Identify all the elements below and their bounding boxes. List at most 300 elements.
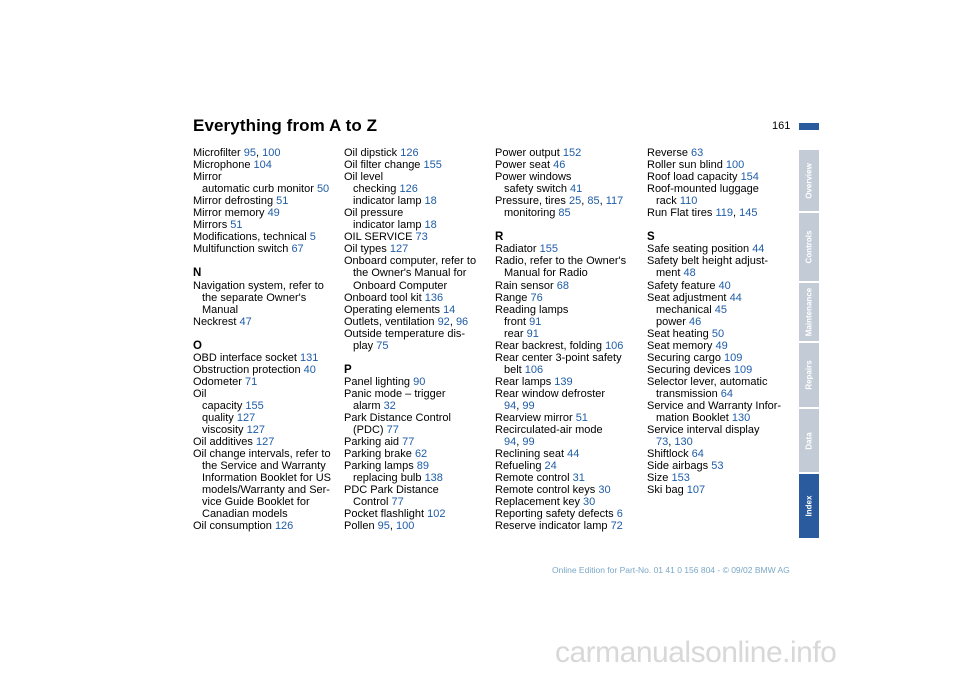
page-link[interactable]: 126 [274, 520, 294, 533]
index-entry [495, 448, 640, 460]
entry-text: Panic mode – trigger [344, 387, 446, 400]
entry-text: Operating elements [344, 303, 444, 316]
page-number-bar [799, 123, 819, 130]
index-entry [495, 183, 640, 195]
page-link[interactable]: 130 [674, 436, 693, 449]
page-link[interactable]: 51 [575, 412, 588, 425]
page-link[interactable]: 14 [443, 303, 456, 316]
index-entry [344, 460, 489, 472]
index-entry [647, 316, 792, 328]
index-entry [344, 508, 489, 520]
page-link[interactable]: 145 [739, 207, 758, 220]
index-entry [344, 472, 489, 484]
entry-text: P [344, 363, 352, 376]
page-link[interactable]: 68 [556, 279, 570, 292]
entry-text: Information Booklet for US [202, 472, 332, 485]
page-link[interactable]: 127 [255, 436, 275, 449]
index-entry [344, 159, 489, 171]
entry-text: O [193, 339, 202, 352]
index-entry [647, 183, 792, 195]
entry-text: Safe seating position [647, 243, 753, 256]
index-entry [495, 207, 640, 219]
page-link[interactable]: 85 [587, 195, 600, 208]
index-entry [344, 195, 489, 207]
entry-text: OIL SERVICE [344, 231, 416, 244]
page-link[interactable]: 30 [598, 484, 611, 497]
index-entry [193, 448, 338, 460]
entry-text: Rear lamps [495, 375, 555, 388]
entry-text: checking [353, 183, 400, 196]
index-entry [647, 292, 792, 304]
page-link[interactable]: 75 [376, 339, 389, 352]
page-link[interactable]: 138 [424, 472, 443, 485]
index-entry [344, 448, 489, 460]
page-link[interactable]: 77 [391, 496, 404, 509]
entry-text: Size [647, 472, 672, 485]
page-link[interactable]: 92 [437, 315, 450, 328]
index-entry [193, 159, 338, 171]
index-entry [495, 243, 640, 255]
entry-text: alarm [353, 399, 384, 412]
index-entry [647, 388, 792, 400]
entry-text: Remote control keys [495, 484, 599, 497]
entry-text: Rain sensor [495, 279, 557, 292]
page-link[interactable]: 77 [402, 436, 415, 449]
entry-text: Manual for Radio [504, 267, 588, 280]
page-link[interactable]: 117 [605, 195, 624, 208]
entry-text: Park Distance Control [344, 412, 451, 425]
page-link[interactable]: 47 [239, 315, 252, 328]
entry-text: play [353, 339, 377, 352]
page-link[interactable]: 48 [683, 267, 696, 280]
page-link[interactable]: 104 [253, 159, 272, 172]
page-link[interactable]: 131 [300, 351, 319, 364]
index-entry [495, 304, 640, 316]
entry-text: indicator lamp [353, 219, 425, 232]
index-entry [647, 304, 792, 316]
index-entry: Run Flat tires 119, 145 [647, 207, 758, 220]
page-link[interactable]: 99 [522, 399, 535, 412]
entry-text: Rearview mirror [495, 412, 576, 425]
index-entry [344, 171, 489, 183]
index-entry: Pressure, tires 25, 85, 117 [495, 195, 624, 208]
entry-text: Rear backrest, folding [495, 339, 606, 352]
page-link[interactable]: 127 [246, 424, 265, 437]
index-entry [647, 472, 792, 484]
entry-gap [344, 352, 489, 364]
entry-text: rack [656, 195, 680, 208]
page-link[interactable]: 94 [504, 399, 517, 412]
index-entry [344, 496, 489, 508]
entry-text: Radiator [495, 243, 540, 256]
index-entry [495, 508, 640, 520]
entry-text: Refueling [495, 460, 545, 473]
entry-text: N [193, 267, 202, 280]
page-link[interactable]: 45 [714, 303, 727, 316]
page-link[interactable]: 90 [413, 375, 426, 388]
page-number: 161 [772, 120, 791, 132]
page-link[interactable]: 6 [616, 508, 623, 521]
entry-text: Radio, refer to the Owner's [495, 255, 627, 268]
entry-text: Safety feature [647, 279, 719, 292]
entry-text: capacity [202, 399, 246, 412]
page-link[interactable]: 44 [729, 291, 742, 304]
index-entry [495, 376, 640, 388]
index-entry [344, 292, 489, 304]
index-entry [193, 292, 338, 304]
entry-text: Pollen [344, 520, 378, 533]
page-link[interactable]: 102 [427, 508, 446, 521]
page-link[interactable]: 50 [316, 183, 330, 196]
index-entry [344, 328, 489, 340]
index-entry [495, 472, 640, 484]
index-entry [647, 352, 792, 364]
entry-text: Service interval display [647, 424, 760, 437]
index-entry [495, 352, 640, 364]
entry-text: Reclining seat [495, 448, 568, 461]
page-link[interactable]: 71 [244, 375, 258, 388]
page-link[interactable]: 67 [291, 243, 304, 256]
index-entry [495, 267, 640, 279]
page-link[interactable]: 96 [455, 315, 469, 328]
page-title: Everything from A to Z [193, 116, 378, 135]
index-entry [344, 219, 489, 231]
entry-text: power [656, 315, 690, 328]
entry-text: Outside temperature dis- [344, 327, 466, 340]
entry-text: Remote control [495, 472, 573, 485]
index-entry [193, 207, 338, 219]
entry-text: Oil change intervals, refer to [193, 448, 331, 461]
page-link[interactable]: 51 [230, 219, 243, 232]
entry-text: Side airbags [647, 460, 712, 473]
entry-text: Oil pressure [344, 207, 404, 220]
page-link[interactable]: 24 [544, 460, 557, 473]
index-entry: Outlets, ventilation 92, 96 [344, 315, 469, 328]
entry-text: Seat adjustment [647, 291, 730, 304]
entry-text: Power windows [495, 171, 572, 184]
index-entry [193, 364, 338, 376]
index-entry [193, 400, 338, 412]
page-link[interactable]: 64 [691, 448, 704, 461]
entry-text: Reverse [647, 147, 692, 159]
entry-text: Run Flat tires [647, 207, 716, 220]
page-link[interactable]: 126 [399, 183, 418, 196]
page-link[interactable]: 30 [583, 496, 596, 509]
index-entry: 94, 99 [504, 399, 535, 412]
page-link[interactable]: 126 [400, 147, 419, 159]
index-entry [495, 484, 640, 496]
index-entry [193, 388, 338, 400]
tab-label: Data [804, 431, 814, 450]
entry-text: S [647, 231, 655, 244]
index-entry [495, 171, 640, 183]
index-entry [647, 448, 792, 460]
entry-text: Recirculated-air mode [495, 424, 603, 437]
page-link[interactable]: 73 [656, 436, 669, 449]
page-link[interactable]: 53 [711, 460, 724, 473]
entry-text: Odometer [193, 375, 245, 388]
page-link[interactable]: 40 [718, 279, 731, 292]
index-entry [193, 219, 338, 231]
entry-text: Outlets, ventilation [344, 315, 438, 328]
index-entry [647, 376, 792, 388]
entry-text: Mirror memory [193, 207, 268, 220]
index-entry [495, 147, 640, 159]
page-link[interactable]: 49 [267, 207, 280, 220]
footer-note: Online Edition for Part-No. 01 41 0 156 804 - © 09/02 BMW AG [552, 565, 790, 575]
entry-text: Ski bag [647, 484, 687, 497]
page-link[interactable]: 91 [529, 315, 542, 328]
index-entry [495, 159, 640, 171]
page-link[interactable]: 155 [245, 399, 264, 412]
index-column-2 [344, 147, 489, 533]
page-link[interactable]: 31 [572, 472, 585, 485]
tab-controls[interactable] [799, 213, 819, 281]
entry-text: Selector lever, automatic [647, 375, 768, 388]
page-link[interactable]: 25 [568, 195, 582, 208]
entry-text: Neckrest [193, 315, 240, 328]
page-link[interactable]: 64 [720, 387, 734, 400]
entry-text: Reading lamps [495, 303, 569, 316]
section-letter [193, 267, 338, 279]
index-entry [193, 520, 338, 532]
tab-maintenance[interactable] [799, 283, 819, 341]
page-link[interactable]: 85 [558, 207, 571, 220]
page-link[interactable]: 18 [424, 219, 437, 232]
entry-text: Reporting safety defects [495, 508, 617, 521]
page-link[interactable]: 91 [526, 327, 539, 340]
section-letter [647, 231, 792, 243]
page-link[interactable]: 89 [416, 460, 430, 473]
entry-text: replacing bulb [353, 472, 425, 485]
index-column-3 [495, 147, 640, 533]
page-link[interactable]: 73 [415, 231, 428, 244]
index-entry [193, 195, 338, 207]
page-link[interactable]: 5 [309, 231, 316, 244]
index-entry [647, 159, 792, 171]
entry-text: Obstruction protection [193, 363, 304, 376]
page-link[interactable]: 100 [725, 159, 745, 172]
index-entry [647, 364, 792, 376]
tab-data[interactable] [799, 409, 819, 472]
index-entry [495, 364, 640, 376]
index-entry [344, 267, 489, 279]
index-entry [344, 280, 489, 292]
page-link[interactable]: 139 [554, 375, 573, 388]
entry-text: the Owner's Manual for [353, 267, 467, 280]
page-link[interactable]: 155 [539, 243, 558, 256]
index-entry [193, 436, 338, 448]
page-link[interactable]: 32 [383, 399, 396, 412]
entry-text: Multifunction switch [193, 243, 292, 256]
entry-text: PDC Park Distance [344, 484, 439, 497]
entry-text: mechanical [656, 303, 715, 316]
index-entry [193, 508, 338, 520]
index-entry [344, 376, 489, 388]
tab-label: Controls [804, 230, 814, 264]
section-letter [344, 364, 489, 376]
page-link[interactable]: 95 [243, 147, 256, 159]
index-column-1 [193, 147, 338, 533]
entry-text: Oil additives [193, 436, 256, 449]
page-link[interactable]: 46 [689, 315, 702, 328]
index-entry [647, 400, 792, 412]
entry-text: Control [353, 496, 392, 509]
page-link[interactable]: 106 [605, 339, 624, 352]
index-entry [193, 424, 338, 436]
index-entry [647, 484, 792, 496]
section-letter [193, 340, 338, 352]
entry-text: Microfilter [193, 147, 244, 159]
index-entry [647, 340, 792, 352]
page-link[interactable]: 107 [686, 484, 706, 497]
entry-gap [647, 219, 792, 231]
index-entry [193, 472, 338, 484]
page-link[interactable]: 127 [236, 412, 256, 425]
entry-text: Roof load capacity [647, 171, 741, 184]
index-entry [647, 195, 792, 207]
page-link[interactable]: 41 [570, 183, 583, 196]
page-link[interactable]: 100 [396, 520, 415, 533]
index-entry [647, 412, 792, 424]
index-entry [495, 255, 640, 267]
entry-text: Modifications, technical [193, 231, 310, 244]
index-entry [495, 388, 640, 400]
page-link[interactable]: 40 [303, 363, 316, 376]
entry-text: R [495, 231, 504, 244]
entry-text: Rear center 3-point safety [495, 351, 622, 364]
index-entry [344, 484, 489, 496]
entry-text: Shiftlock [647, 448, 692, 461]
index-entry [647, 171, 792, 183]
entry-text: Range [495, 291, 531, 304]
page-link[interactable]: 100 [262, 147, 281, 159]
page-link[interactable]: 127 [389, 243, 409, 256]
entry-text: the Service and Warranty [202, 460, 326, 473]
page-link[interactable]: 63 [691, 147, 704, 159]
section-letter [495, 231, 640, 243]
page-link[interactable]: 76 [530, 291, 543, 304]
index-entry [344, 243, 489, 255]
entry-text: Pocket flashlight [344, 508, 428, 521]
entry-text: Onboard computer, refer to [344, 255, 477, 268]
index-entry [344, 147, 489, 159]
entry-text: Safety belt height adjust- [647, 255, 769, 268]
page-link[interactable]: 136 [424, 291, 444, 304]
entry-gap [193, 328, 338, 340]
index-entry [193, 243, 338, 255]
tab-repairs[interactable] [799, 343, 819, 407]
entry-gap [193, 255, 338, 267]
page-link[interactable]: 95 [377, 520, 390, 533]
page-link[interactable]: 44 [752, 243, 765, 256]
index-entry [344, 340, 489, 352]
tab-index[interactable] [799, 474, 819, 538]
entry-text: Onboard tool kit [344, 291, 425, 304]
page-link[interactable]: 109 [724, 351, 743, 364]
entry-text: safety switch [504, 183, 571, 196]
page-link[interactable]: 109 [733, 363, 753, 376]
page-link[interactable]: 77 [386, 424, 399, 437]
entry-text: Onboard Computer [353, 279, 448, 292]
index-entry [495, 328, 640, 340]
index-entry [344, 388, 489, 400]
entry-text: transmission [656, 387, 721, 400]
entry-text: Rear window defroster [495, 387, 606, 400]
index-entry [647, 147, 792, 159]
tab-label: Repairs [804, 360, 814, 390]
page-link[interactable]: 152 [562, 147, 582, 159]
index-entry [647, 328, 792, 340]
index-entry [344, 436, 489, 448]
index-entry [495, 340, 640, 352]
page-link[interactable]: 154 [740, 171, 759, 184]
index-entry [344, 424, 489, 436]
entry-gap [495, 219, 640, 231]
entry-text: Oil consumption [193, 520, 275, 533]
entry-text: belt [504, 363, 525, 376]
page-link[interactable]: 94 [504, 436, 517, 449]
tab-label: Index [804, 495, 814, 517]
entry-text: Parking lamps [344, 460, 417, 473]
index-entry [193, 412, 338, 424]
index-entry [344, 231, 489, 243]
entry-text: Panel lighting [344, 375, 414, 388]
page-link[interactable]: 49 [715, 339, 728, 352]
entry-text: automatic curb monitor [202, 183, 317, 196]
index-entry [193, 231, 338, 243]
entry-text: (PDC) [353, 424, 387, 437]
entry-text: Roller sun blind [647, 159, 726, 172]
page-link[interactable]: 99 [522, 436, 535, 449]
page-link[interactable]: 110 [679, 195, 698, 208]
page-link[interactable]: 119 [715, 207, 734, 220]
index-entry [344, 207, 489, 219]
page-link[interactable]: 62 [414, 448, 428, 461]
entry-text: OBD interface socket [193, 351, 300, 364]
index-entry [193, 280, 338, 292]
page-link[interactable]: 51 [276, 195, 289, 208]
page-link[interactable]: 44 [567, 448, 580, 461]
entry-text: Securing cargo [647, 351, 725, 364]
entry-text: Oil filter change [344, 159, 424, 172]
page-link[interactable]: 18 [424, 195, 437, 208]
entry-text: viscosity [202, 424, 247, 437]
page-link[interactable]: 155 [423, 159, 442, 172]
page-link[interactable]: 46 [553, 159, 566, 172]
entry-text: Securing devices [647, 363, 734, 376]
entry-text: Mirror defrosting [193, 195, 277, 208]
index-entry [495, 292, 640, 304]
index-entry [647, 424, 792, 436]
tab-overview[interactable] [799, 150, 819, 211]
index-entry [647, 280, 792, 292]
page-link[interactable]: 50 [711, 327, 725, 340]
page-link[interactable]: 72 [610, 520, 623, 533]
index-entry [647, 255, 792, 267]
entry-text: Replacement key [495, 496, 584, 509]
page-link[interactable]: 153 [671, 472, 690, 485]
entry-text: Reserve indicator lamp [495, 520, 611, 533]
entry-text: Seat heating [647, 327, 712, 340]
page-link[interactable]: 130 [731, 412, 751, 425]
tab-label: Overview [804, 162, 814, 199]
section-tabs [799, 150, 819, 540]
entry-text: Oil [193, 387, 207, 400]
page-link[interactable]: 106 [524, 363, 544, 376]
tab-label: Maintenance [804, 287, 814, 337]
entry-text: front [504, 315, 530, 328]
